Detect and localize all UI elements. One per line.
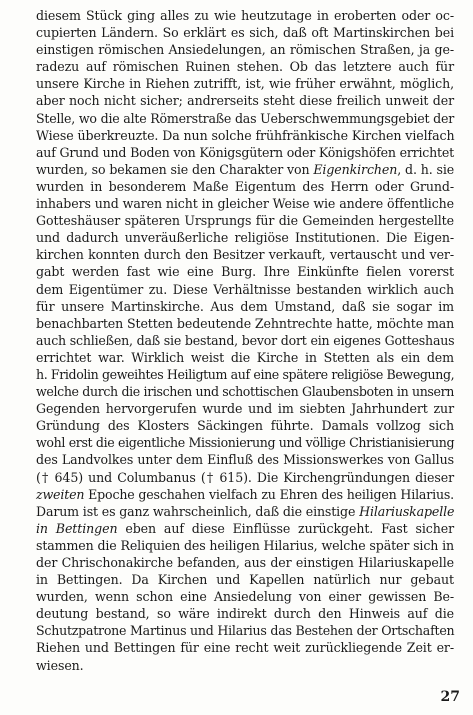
text-line bbox=[36, 58, 454, 75]
text-line bbox=[36, 349, 454, 366]
text-line bbox=[36, 161, 454, 178]
text-line bbox=[36, 451, 454, 468]
text-line bbox=[36, 92, 454, 109]
text-line bbox=[36, 503, 454, 520]
text-run: († 645) und Columbanus († 615). Die Kirchengründungen dieser bbox=[36, 469, 454, 485]
text-line bbox=[36, 469, 454, 486]
text-run: Gründung des Klosters Säckingen führte. Damals vollzog sich bbox=[36, 418, 454, 434]
text-run: Gegenden hervorgerufen wurde und im siebten Jahrhundert zur bbox=[36, 401, 454, 417]
text-run: stammen die Reliquien des heiligen Hilarius, welche später sich in bbox=[36, 537, 454, 553]
text-line bbox=[36, 554, 454, 571]
text-line bbox=[36, 588, 454, 605]
text-run: wiesen. bbox=[36, 657, 84, 673]
text-run: h. Fridolin geweihtes Heiligtum auf eine spätere religiöse Bewegung, bbox=[36, 366, 455, 382]
text-line bbox=[36, 537, 454, 554]
text-run: Schutzpatrone Martinus und Hilarius das Bestehen der Ortschaften bbox=[36, 623, 455, 639]
text-run: eben auf diese Einflüsse zurückgeht. Fast sicher bbox=[117, 520, 454, 536]
text-run: und dadurch unveräußerliche religiöse Institutionen. Die Eigen- bbox=[36, 230, 454, 246]
text-run: wohl erst die eigentliche Missionierung und völlige Christianisierung bbox=[36, 435, 455, 451]
body-text bbox=[36, 7, 454, 674]
text-line bbox=[36, 195, 454, 212]
text-line bbox=[36, 41, 454, 58]
text-run: Riehen und Bettingen für eine recht weit zurückliegende Zeit er- bbox=[36, 640, 454, 656]
text-line bbox=[36, 263, 454, 280]
text-line bbox=[36, 110, 454, 127]
text-line bbox=[36, 622, 454, 639]
text-run: unsere Kirche in Riehen zutrifft, ist, wie früher erwähnt, möglich, bbox=[36, 76, 454, 92]
text-run: wurden, wenn schon eine Ansiedelung von einer gewissen Be- bbox=[36, 589, 454, 605]
text-run: benachbarten Stetten bedeutende Zehntrechte hatte, möchte man bbox=[36, 315, 455, 331]
italic-text: Hilariuskapelle bbox=[359, 503, 455, 519]
text-line bbox=[36, 639, 454, 656]
text-line bbox=[36, 24, 454, 41]
text-run: Darum ist es ganz wahrscheinlich, daß die einstige bbox=[36, 503, 360, 519]
text-line bbox=[36, 434, 454, 451]
text-line bbox=[36, 7, 454, 24]
text-line bbox=[36, 298, 454, 315]
text-run: für unsere Martinskirche. Aus dem Umstand, daß sie sogar im bbox=[36, 298, 454, 314]
text-line bbox=[36, 366, 454, 383]
italic-text: in Bettingen bbox=[36, 520, 118, 536]
text-line bbox=[36, 246, 454, 263]
text-run: Stelle, wo die alte Römerstraße das Ueberschwemmungsgebiet der bbox=[36, 110, 454, 126]
text-line bbox=[36, 229, 454, 246]
text-run: inhabers und waren nicht in gleicher Weise wie andere öffentliche bbox=[36, 196, 454, 212]
text-line bbox=[36, 332, 454, 349]
text-line bbox=[36, 75, 454, 92]
text-run: Gotteshäuser späteren Ursprungs für die Gemeinden hergestellte bbox=[36, 213, 454, 229]
text-line bbox=[36, 657, 454, 674]
text-run: cupierten Ländern. So erklärt es sich, daß oft Martinskirchen bei bbox=[36, 25, 454, 41]
text-line bbox=[36, 417, 454, 434]
text-run: kirchen konnten durch den Besitzer verkauft, vertauscht und ver- bbox=[36, 247, 454, 263]
text-run: auch schließen, daß sie bestand, bevor dort ein eigenes Gotteshaus bbox=[36, 332, 455, 348]
text-line bbox=[36, 383, 454, 400]
italic-text: Eigenkirchen bbox=[313, 161, 398, 177]
text-run: errichtet war. Wirklich weist die Kirche in Stetten als ein dem bbox=[36, 349, 454, 365]
text-line bbox=[36, 144, 454, 161]
text-line bbox=[36, 281, 454, 298]
text-run: , d. h. sie bbox=[397, 161, 455, 177]
text-run: des Landvolkes unter dem Einfluß des Missionswerkes von Gallus bbox=[36, 452, 454, 468]
text-run: in Bettingen. Da Kirchen und Kapellen natürlich nur gebaut bbox=[36, 572, 454, 588]
text-line bbox=[36, 486, 454, 503]
text-run: wurden, so bekamen sie den Charakter von bbox=[36, 161, 314, 177]
text-line bbox=[36, 315, 454, 332]
text-run: dem Eigentümer zu. Diese Verhältnisse bestanden wirklich auch bbox=[36, 281, 454, 297]
italic-text: zweiten bbox=[36, 486, 85, 502]
text-run: auf Grund und Boden von Königsgütern oder Königshöfen errichtet bbox=[36, 144, 454, 160]
text-run: gabt werden fast wie eine Burg. Ihre Einkünfte fielen vorerst bbox=[36, 264, 454, 280]
text-run: diesem Stück ging alles zu wie heutzutage in eroberten oder oc- bbox=[36, 8, 454, 23]
text-run: wurden in besonderem Maße Eigentum des Herrn oder Grund- bbox=[36, 178, 454, 194]
page-number: 27 bbox=[440, 689, 460, 705]
text-line bbox=[36, 178, 454, 195]
text-run: Wiese überkreuzte. Da nun solche frühfränkische Kirchen vielfach bbox=[36, 127, 455, 143]
text-line bbox=[36, 400, 454, 417]
text-line bbox=[36, 571, 454, 588]
text-run: Epoche geschahen vielfach zu Ehren des heiligen Hilarius. bbox=[84, 486, 454, 502]
text-run: einstigen römischen Ansiedelungen, an römischen Straßen, ja ge- bbox=[36, 42, 454, 58]
text-line bbox=[36, 127, 454, 144]
text-line bbox=[36, 520, 454, 537]
text-line bbox=[36, 212, 454, 229]
text-run: radezu auf römischen Ruinen stehen. Ob das letztere auch für bbox=[36, 59, 454, 75]
text-line bbox=[36, 605, 454, 622]
text-run: deutung bestand, so wäre indirekt durch den Hinweis auf die bbox=[36, 606, 454, 622]
text-run: aber noch nicht sicher; andrerseits steht diese freilich unweit der bbox=[36, 93, 454, 109]
text-run: der Chrischonakirche befanden, aus der einstigen Hilariuskapelle bbox=[36, 555, 454, 570]
text-run: welche durch die irischen und schottischen Glaubensboten in unsern bbox=[36, 384, 454, 400]
